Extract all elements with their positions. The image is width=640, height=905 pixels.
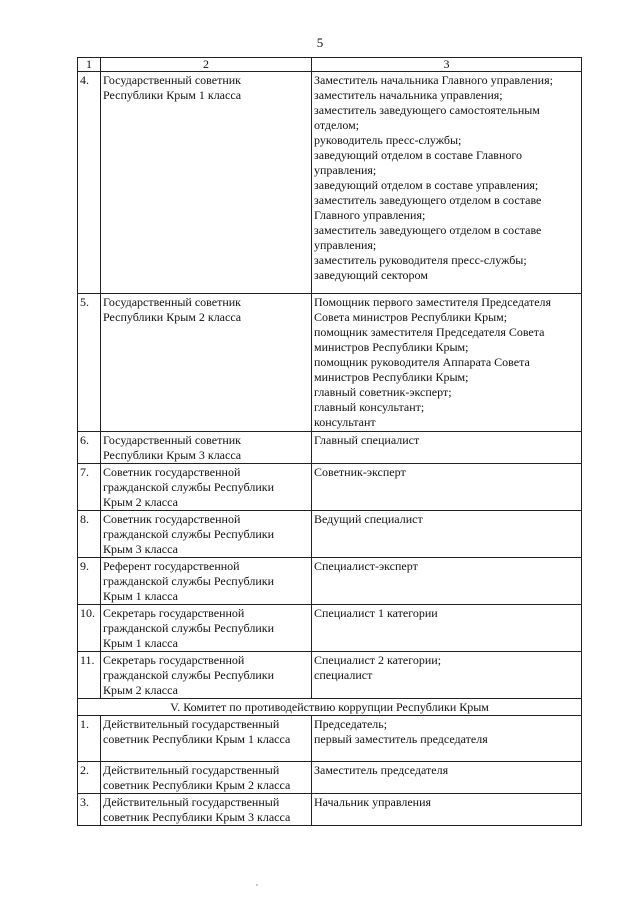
position-line: министров Республики Крым; [314, 370, 469, 384]
scan-speck [256, 884, 258, 886]
position-line: руководитель пресс-службы; [314, 133, 462, 147]
rank-line: Советник государственной [103, 465, 241, 479]
table-row [78, 794, 582, 826]
position-line: Главного управления; [314, 208, 426, 222]
rank-line: гражданской службы Республики [103, 527, 275, 541]
row-number: 3. [78, 794, 101, 826]
rank-cell [101, 762, 312, 794]
rank-line: Советник государственной [103, 512, 241, 526]
rank-line: Государственный советник [103, 73, 242, 87]
rank-cell [101, 511, 312, 558]
rank-line: Секретарь государственной [103, 606, 245, 620]
rank-line: советник Республики Крым 1 класса [103, 732, 291, 746]
rank-line: Крым 1 класса [103, 636, 178, 650]
rank-cell [101, 794, 312, 826]
rank-cell [101, 605, 312, 652]
table-row [78, 464, 582, 511]
positions-cell [312, 72, 582, 294]
position-line: заместитель начальника управления; [314, 88, 503, 102]
position-line: заведующий отделом в составе Главного [314, 148, 523, 162]
position-line: специалист [314, 668, 373, 682]
rank-line: Государственный советник [103, 295, 242, 309]
rank-line: Государственный советник [103, 433, 242, 447]
positions-cell [312, 794, 582, 826]
position-line: заведующий отделом в составе управления; [314, 178, 539, 192]
rank-line: Республики Крым 2 класса [103, 310, 242, 324]
position-line: Совета министров Республики Крым; [314, 310, 508, 324]
page-number: 5 [316, 35, 324, 50]
position-line: Советник-эксперт [314, 465, 406, 479]
rank-line: Действительный государственный [103, 717, 280, 731]
position-line: Помощник первого заместителя Председателя [314, 295, 552, 309]
position-line: Специалист 2 категории; [314, 653, 442, 667]
row-number: 5. [78, 294, 101, 432]
position-line: управления; [314, 238, 377, 252]
table-row [78, 652, 582, 699]
rank-line: советник Республики Крым 3 класса [103, 810, 291, 824]
row-number: 2. [78, 762, 101, 794]
rank-line: гражданской службы Республики [103, 621, 275, 635]
rank-line: гражданской службы Республики [103, 574, 275, 588]
rank-line: Референт государственной [103, 559, 240, 573]
row-number: 8. [78, 511, 101, 558]
table-row [78, 72, 582, 294]
rank-line: Действительный государственный [103, 763, 280, 777]
position-line: помощник руководителя Аппарата Совета [314, 355, 530, 369]
table-row [78, 605, 582, 652]
position-line: первый заместитель председателя [314, 732, 488, 746]
position-line: Начальник управления [314, 795, 432, 809]
position-line: заместитель заведующего самостоятельным [314, 103, 540, 117]
rank-line: Крым 2 класса [103, 495, 178, 509]
table-row [78, 294, 582, 432]
row-number: 9. [78, 558, 101, 605]
position-line: отделом; [314, 118, 360, 132]
rank-cell [101, 294, 312, 432]
position-line: консультант [314, 415, 376, 429]
positions-cell [312, 605, 582, 652]
header-col-3: 3 [312, 58, 582, 72]
position-line: Ведущий специалист [314, 512, 423, 526]
positions-cell [312, 558, 582, 605]
position-line: Специалист-эксперт [314, 559, 418, 573]
rank-cell [101, 652, 312, 699]
position-line: заместитель руководителя пресс-службы; [314, 253, 527, 267]
row-number: 4. [78, 72, 101, 294]
rank-cell [101, 716, 312, 762]
table-header-row [78, 58, 582, 72]
header-col-1: 1 [78, 58, 101, 72]
table-row [78, 511, 582, 558]
rank-line: Секретарь государственной [103, 653, 245, 667]
position-line: министров Республики Крым; [314, 340, 469, 354]
position-line: Председатель; [314, 717, 388, 731]
row-number: 7. [78, 464, 101, 511]
row-number: 6. [78, 432, 101, 464]
header-col-2: 2 [101, 58, 312, 72]
rank-cell [101, 72, 312, 294]
rank-line: Крым 3 класса [103, 542, 178, 556]
rank-line: гражданской службы Республики [103, 480, 275, 494]
table-row [78, 716, 582, 762]
position-line: помощник заместителя Председателя Совета [314, 325, 545, 339]
positions-cell [312, 464, 582, 511]
position-line: Заместитель начальника Главного управления; [314, 73, 553, 87]
rank-line: Республики Крым 3 класса [103, 448, 242, 462]
positions-cell [312, 762, 582, 794]
ranks-positions-table [77, 57, 582, 826]
position-line: Заместитель председателя [314, 763, 449, 777]
positions-cell [312, 716, 582, 762]
position-line: заместитель заведующего отделом в составе [314, 193, 542, 207]
rank-cell [101, 464, 312, 511]
rank-line: советник Республики Крым 2 класса [103, 778, 291, 792]
position-line: Специалист 1 категории [314, 606, 438, 620]
rank-line: Крым 1 класса [103, 589, 178, 603]
rank-line: Республики Крым 1 класса [103, 88, 242, 102]
position-line: заместитель заведующего отделом в составе [314, 223, 542, 237]
position-line: заведующий сектором [314, 268, 428, 282]
rank-cell [101, 432, 312, 464]
table-row [78, 432, 582, 464]
section-title: V. Комитет по противодействию коррупции Республики Крым [78, 699, 582, 716]
rank-cell [101, 558, 312, 605]
rank-line: Крым 2 класса [103, 683, 178, 697]
position-line: главный советник-эксперт; [314, 385, 452, 399]
table-row [78, 762, 582, 794]
row-number: 11. [78, 652, 101, 699]
row-number: 10. [78, 605, 101, 652]
row-number: 1. [78, 716, 101, 762]
position-line: главный консультант; [314, 400, 425, 414]
position-line: Главный специалист [314, 433, 420, 447]
position-line: управления; [314, 163, 377, 177]
table-row [78, 558, 582, 605]
positions-cell [312, 432, 582, 464]
positions-cell [312, 294, 582, 432]
positions-cell [312, 652, 582, 699]
rank-line: Действительный государственный [103, 795, 280, 809]
section-header-row [78, 699, 582, 716]
rank-line: гражданской службы Республики [103, 668, 275, 682]
positions-cell [312, 511, 582, 558]
